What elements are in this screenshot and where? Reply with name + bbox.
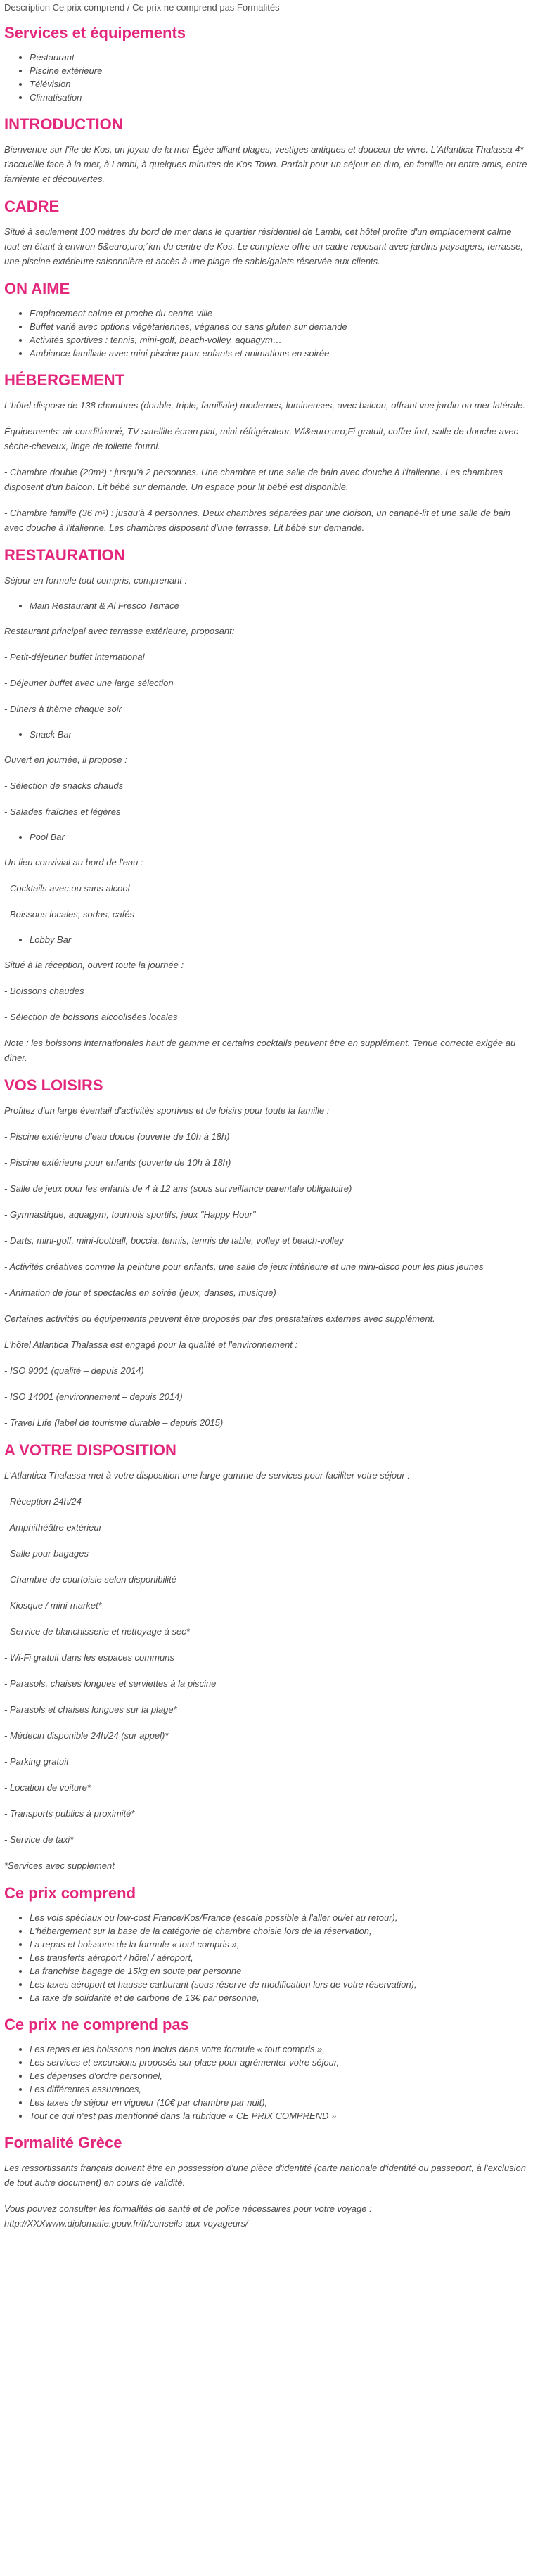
disposition-heading: A VOTRE DISPOSITION (4, 1441, 176, 1459)
list-item: • Ambiance familiale avec mini-piscine pour enfants et animations en soirée (30, 347, 529, 360)
disposition-line: - Amphithéâtre extérieur (4, 1522, 102, 1533)
ne-comprend-heading: Ce prix ne comprend pas (4, 2016, 189, 2033)
on-aime-heading: ON AIME (4, 280, 70, 297)
list-item: • Tout ce qui n'est pas mentionné dans la rubrique « CE PRIX COMPREND » (30, 2109, 529, 2123)
restauration-text: - Cocktails avec ou sans alcool (4, 883, 130, 894)
restauration-text: Restaurant principal avec terrasse extérieure, proposant: (4, 626, 235, 636)
restauration-text: - Diners à thème chaque soir (4, 704, 122, 714)
formalite-text: Les ressortissants français doivent être en possession d'une pièce d'identité (carte nationale d'identité ou passeport, à l'exclusion de tout autre document) en cours de validité. (4, 2163, 526, 2188)
disposition-line: - Kiosque / mini-market* (4, 1600, 102, 1611)
restauration-text: Ouvert en journée, il propose : (4, 754, 127, 765)
loisirs-intro: Profitez d'un large éventail d'activités sportives et de loisirs pour toute la famille : (4, 1105, 330, 1116)
hebergement-section (4, 371, 529, 535)
disposition-line: - Parking gratuit (4, 1756, 69, 1767)
on-aime-section (4, 280, 529, 360)
services-list (4, 51, 529, 104)
formalite-text: Vous pouvez consulter les formalités de santé et de police nécessaires pour votre voyage : http://XXXwww.diplomatie.gouv.fr/fr/conseils-aux-voyageurs/ (4, 2203, 372, 2229)
restauration-text: - Boissons chaudes (4, 986, 84, 996)
loisirs-line: - Animation de jour et spectacles en soirée (jeux, danses, musique) (4, 1287, 276, 1298)
restaurant-list (4, 933, 529, 946)
hebergement-heading: HÉBERGEMENT (4, 371, 125, 389)
hebergement-paragraph: Équipements: air conditionné, TV satellite écran plat, mini-réfrigérateur, Wi&euro;uro;Fi gratuit, coffre-fort, salle de douche avec sèche-cheveux, linge de toilette fourni. (4, 426, 519, 451)
loisirs-section (4, 1076, 529, 1430)
list-item: • Les vols spéciaux ou low-cost France/Kos/France (escale possible à l'aller ou/et au retour), (30, 1911, 529, 1924)
disposition-line: - Salle pour bagages (4, 1548, 89, 1559)
ne-comprend-list (4, 2042, 529, 2123)
introduction-text: Bienvenue sur l'île de Kos, un joyau de la mer Égée alliant plages, vestiges antiques et douceur de vivre. L'Atlantica Thalassa 4* t'accueille face à la mer, à Lambi, à quelques minutes de Kos Town. Parfait pour un séjour en duo, en famille ou entre amis, entre farniente et découvertes. (4, 144, 527, 184)
loisirs-line: - Salle de jeux pour les enfants de 4 à 12 ans (sous surveillance parentale obligatoire) (4, 1183, 352, 1194)
disposition-line: - Transports publics à proximité* (4, 1808, 135, 1819)
formalite-section (4, 2134, 529, 2231)
comprend-heading: Ce prix comprend (4, 1884, 136, 1902)
cadre-text: Situé à seulement 100 mètres du bord de mer dans le quartier résidentiel de Lambi, cet hôtel profite d'un emplacement calme tout en étant à environ 5&euro;uro;´km du centre de Kos. Le complexe offre un cadre reposant avec jardins paysagers, terrasse, une piscine extérieure saisonnière et accès à une plage de sable/galets réservée aux clients. (4, 226, 523, 266)
restaurant-list (4, 830, 529, 844)
loisirs-heading: VOS LOISIRS (4, 1076, 103, 1094)
ne-comprend-section (4, 2016, 529, 2123)
restauration-text: Situé à la réception, ouvert toute la journée : (4, 960, 184, 970)
restauration-text: - Boissons locales, sodas, cafés (4, 909, 134, 920)
list-item: • Piscine extérieure (30, 64, 529, 77)
list-item: • Les taxes aéroport et hausse carburant (sous réserve de modification lors de votre réservation), (30, 1978, 529, 1991)
list-item: • La franchise bagage de 15kg en soute par personne (30, 1964, 529, 1978)
list-item: • Les taxes de séjour en vigueur (10€ par chambre par nuit), (30, 2096, 529, 2109)
disposition-line: - Parasols et chaises longues sur la plage* (4, 1704, 177, 1715)
list-item: • Emplacement calme et proche du centre-ville (30, 307, 529, 320)
list-item: • La repas et boissons de la formule « tout compris », (30, 1938, 529, 1951)
list-item: • Télévision (30, 77, 529, 91)
restauration-section (4, 546, 529, 1065)
loisirs-outro: Certaines activités ou équipements peuvent être proposés par des prestataires externes avec supplément. (4, 1313, 435, 1324)
hebergement-paragraph: - Chambre famille (36 m²) : jusqu'à 4 personnes. Deux chambres séparées par une cloison, un canapé-lit et une salle de bain avec douche à l'italienne. Les chambres disposent d'une terrasse. Lit bébé sur demande. (4, 508, 511, 533)
restaurant-list (4, 728, 529, 741)
disposition-line: - Service de taxi* (4, 1834, 74, 1845)
disposition-line: - Service de blanchisserie et nettoyage à sec* (4, 1626, 190, 1637)
hebergement-paragraph: - Chambre double (20m²) : jusqu'à 2 personnes. Une chambre et une salle de bain avec douche à l'italienne. Les chambres disposent d'un balcon. Lit bébé sur demande. Un espace pour lit bébé est disponible. (4, 467, 503, 492)
restauration-text: - Petit-déjeuner buffet international (4, 652, 145, 662)
cadre-heading: CADRE (4, 198, 60, 215)
loisirs-cert: - Travel Life (label de tourisme durable – depuis 2015) (4, 1417, 224, 1428)
list-item: • Pool Bar (30, 830, 529, 844)
list-item: • La taxe de solidarité et de carbone de 13€ par personne, (30, 1991, 529, 2004)
list-item: • Main Restaurant & Al Fresco Terrace (30, 599, 529, 612)
formalite-heading: Formalité Grèce (4, 2134, 122, 2151)
restaurant-list (4, 599, 529, 612)
disposition-line: - Chambre de courtoisie selon disponibilité (4, 1574, 176, 1585)
list-item: • Buffet varié avec options végétariennes, véganes ou sans gluten sur demande (30, 320, 529, 333)
loisirs-line: - Darts, mini-golf, mini-football, boccia, tennis, tennis de table, volley et beach-volley (4, 1235, 344, 1246)
disposition-line: - Wi-Fi gratuit dans les espaces communs (4, 1652, 174, 1663)
introduction-heading: INTRODUCTION (4, 115, 123, 133)
disposition-line: - Location de voiture* (4, 1782, 91, 1793)
disposition-line: - Médecin disponible 24h/24 (sur appel)* (4, 1730, 169, 1741)
section-tabs[interactable]: Description Ce prix comprend / Ce prix ne comprend pas Formalités (4, 2, 280, 13)
list-item: • Les transferts aéroport / hôtel / aéroport, (30, 1951, 529, 1964)
restauration-text: - Déjeuner buffet avec une large sélection (4, 678, 174, 688)
introduction-section (4, 115, 529, 186)
loisirs-cert: - ISO 14001 (environnement – depuis 2014) (4, 1391, 183, 1402)
list-item: • L'hébergement sur la base de la catégorie de chambre choisie lors de la réservation, (30, 1924, 529, 1938)
list-item: • Les services et excursions proposés sur place pour agrémenter votre séjour, (30, 2056, 529, 2069)
loisirs-line: - Activités créatives comme la peinture pour enfants, une salle de jeux intérieure et une mini-disco pour les plus jeunes (4, 1261, 484, 1272)
loisirs-line: - Piscine extérieure d'eau douce (ouverte de 10h à 18h) (4, 1131, 230, 1142)
list-item: • Activités sportives : tennis, mini-golf, beach-volley, aquagym… (30, 333, 529, 347)
loisirs-cert: - ISO 9001 (qualité – depuis 2014) (4, 1365, 144, 1376)
loisirs-line: - Piscine extérieure pour enfants (ouverte de 10h à 18h) (4, 1157, 231, 1168)
disposition-footnote: *Services avec supplement (4, 1860, 115, 1871)
list-item: • Les repas et les boissons non inclus dans votre formule « tout compris », (30, 2042, 529, 2056)
comprend-list (4, 1911, 529, 2004)
restauration-text: - Sélection de boissons alcoolisées locales (4, 1012, 178, 1022)
list-item: • Lobby Bar (30, 933, 529, 946)
list-item: • Snack Bar (30, 728, 529, 741)
loisirs-line: - Gymnastique, aquagym, tournois sportifs, jeux "Happy Hour" (4, 1209, 256, 1220)
hebergement-paragraph: L'hôtel dispose de 138 chambres (double, triple, familiale) modernes, lumineuses, avec balcon, offrant vue jardin ou mer latérale. (4, 400, 525, 411)
restauration-intro: Séjour en formule tout compris, comprenant : (4, 575, 188, 586)
restauration-text: - Salades fraîches et légères (4, 806, 121, 817)
loisirs-engage: L'hôtel Atlantica Thalassa est engagé pour la qualité et l'environnement : (4, 1339, 298, 1350)
disposition-intro: L'Atlantica Thalassa met à votre disposition une large gamme de services pour faciliter votre séjour : (4, 1470, 410, 1481)
list-item: • Restaurant (30, 51, 529, 64)
product-description-page (0, 1, 533, 2256)
list-item: • Les différentes assurances, (30, 2082, 529, 2096)
services-heading: Services et équipements (4, 24, 186, 41)
restauration-heading: RESTAURATION (4, 546, 125, 564)
disposition-section (4, 1441, 529, 1873)
restauration-text: - Sélection de snacks chauds (4, 780, 124, 791)
list-item: • Climatisation (30, 91, 529, 104)
list-item: • Les dépenses d'ordre personnel, (30, 2069, 529, 2082)
cadre-section (4, 198, 529, 269)
on-aime-list (4, 307, 529, 360)
disposition-line: - Réception 24h/24 (4, 1496, 82, 1507)
disposition-line: - Parasols, chaises longues et serviettes à la piscine (4, 1678, 217, 1689)
restauration-text: Un lieu convivial au bord de l'eau : (4, 857, 143, 868)
services-section (4, 24, 529, 104)
restauration-note: Note : les boissons internationales haut de gamme et certains cocktails peuvent être en supplément. Tenue correcte exigée au dîner. (4, 1038, 516, 1063)
comprend-section (4, 1884, 529, 2004)
